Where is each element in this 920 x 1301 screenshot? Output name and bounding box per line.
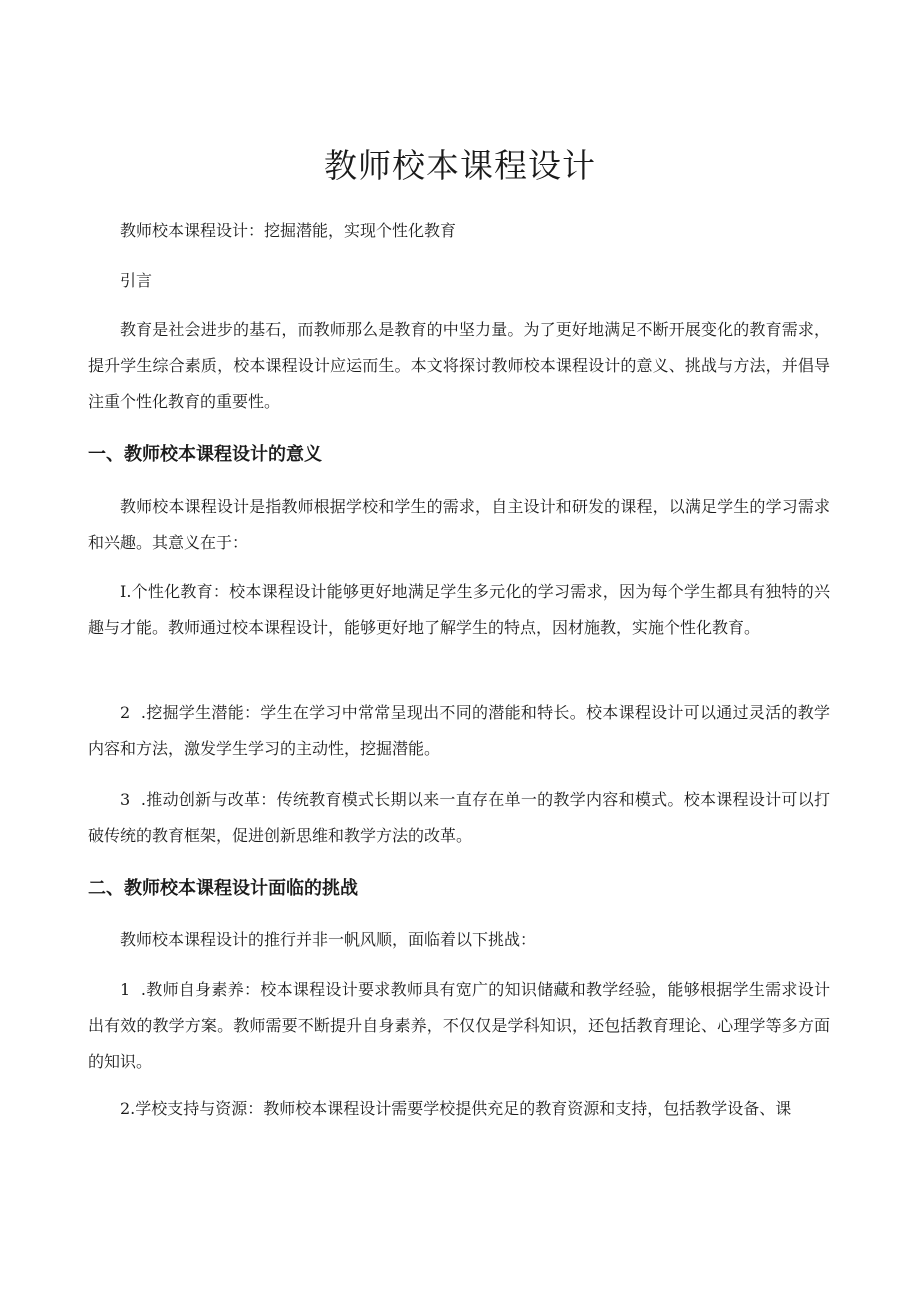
section1-item-2: 2 .挖掘学生潜能：学生在学习中常常呈现出不同的潜能和特长。校本课程设计可以通过灵活的教学内容和方法，激发学生学习的主动性，挖掘潜能。 bbox=[88, 703, 830, 758]
section1-item-1: I.个性化教育：校本课程设计能够更好地满足学生多元化的学习需求，因为每个学生都具有独特的兴趣与才能。教师通过校本课程设计，能够更好地了解学生的特点，因材施教，实施个性化教育。 bbox=[88, 582, 830, 637]
section2-item-1: 1 .教师自身素养：校本课程设计要求教师具有宽广的知识储藏和教学经验，能够根据学生需求设计出有效的教学方案。教师需要不断提升自身素养，不仅仅是学科知识，还包括教育理论、心理学等多方面的知识。 bbox=[88, 980, 830, 1071]
document-title: 教师校本课程设计 bbox=[324, 146, 596, 185]
section1-heading: 一、教师校本课程设计的意义 bbox=[88, 444, 322, 465]
section2-lead: 教师校本课程设计的推行并非一帆风顺，面临着以下挑战： bbox=[120, 930, 537, 949]
intro-label: 引言 bbox=[120, 271, 153, 290]
section1-lead: 教师校本课程设计是指教师根据学校和学生的需求，自主设计和研发的课程，以满足学生的学习需求和兴趣。其意义在于： bbox=[88, 497, 830, 552]
section2-heading: 二、教师校本课程设计面临的挑战 bbox=[88, 878, 358, 899]
section2-item-2: 2.学校支持与资源：教师校本课程设计需要学校提供充足的教育资源和支持，包括教学设备、课 bbox=[120, 1099, 792, 1118]
subtitle-paragraph: 教师校本课程设计：挖掘潜能，实现个性化教育 bbox=[120, 221, 457, 240]
intro-paragraph: 教育是社会进步的基石，而教师那么是教育的中坚力量。为了更好地满足不断开展变化的教育需求，提升学生综合素质，校本课程设计应运而生。本文将探讨教师校本课程设计的意义、挑战与方法，并倡导注重个性化教育的重要性。 bbox=[88, 320, 830, 411]
section1-item-3: 3 .推动创新与改革：传统教育模式长期以来一直存在单一的教学内容和模式。校本课程设计可以打破传统的教育框架，促进创新思维和教学方法的改革。 bbox=[88, 790, 830, 845]
